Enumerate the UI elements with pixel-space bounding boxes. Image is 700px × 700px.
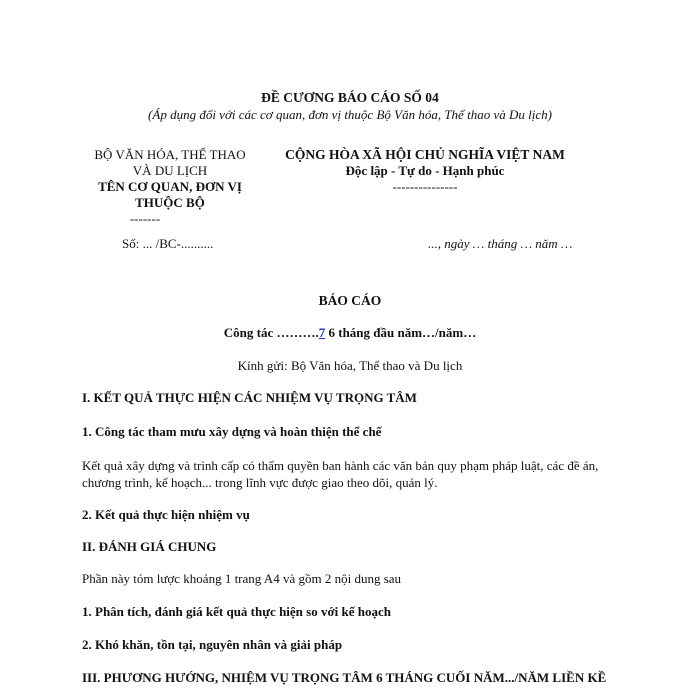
section-2-text: Phần này tóm lược khoảng 1 trang A4 và gồm 2 nội dung sau	[82, 571, 402, 586]
section-2-item-2: 2. Khó khăn, tồn tại, nguyên nhân và giải pháp	[82, 637, 343, 652]
agency-name-line2: THUỘC BỘ	[135, 195, 205, 210]
report-subject-prefix: Công tác ……….	[223, 325, 319, 340]
section-1-item-1-text: Kết quả xây dựng và trình cấp có thẩm quyền ban hành các văn bản quy phạm pháp luật, các đề án, chương trình, kế hoạch... trong lĩnh vực được giao theo dõi, quản lý.	[82, 458, 599, 490]
ministry-name-line2: VÀ DU LỊCH	[132, 163, 208, 178]
document-date: ..., ngày … tháng … năm …	[428, 236, 573, 251]
recipient-line: Kính gửi: Bộ Văn hóa, Thể thao và Du lịch	[237, 358, 463, 373]
footnote-link[interactable]: 7	[318, 325, 326, 340]
report-subject-suffix: 6 tháng đầu năm…/năm…	[325, 325, 477, 340]
report-subject	[0, 325, 700, 341]
section-2-item-1: 1. Phân tích, đánh giá kết quả thực hiện so với kế hoạch	[82, 604, 392, 619]
section-1-item-1: 1. Công tác tham mưu xây dựng và hoàn thiện thể chế	[82, 424, 382, 439]
section-1-item-2: 2. Kết quả thực hiện nhiệm vụ	[82, 507, 250, 522]
document-title: ĐỀ CƯƠNG BÁO CÁO SỐ 04	[261, 90, 439, 105]
right-divider: ---------------	[392, 179, 458, 194]
document-subtitle: (Áp dụng đối với các cơ quan, đơn vị thuộc Bộ Văn hóa, Thể thao và Du lịch)	[148, 107, 552, 122]
section-3-title: III. PHƯƠNG HƯỚNG, NHIỆM VỤ TRỌNG TÂM 6 THÁNG CUỐI NĂM.../NĂM LIỀN KỀ	[82, 670, 607, 685]
left-divider: -------	[129, 211, 161, 226]
country-name: CỘNG HÒA XÃ HỘI CHỦ NGHĨA VIỆT NAM	[285, 147, 565, 162]
section-2-title: II. ĐÁNH GIÁ CHUNG	[82, 539, 217, 554]
national-motto: Độc lập - Tự do - Hạnh phúc	[345, 163, 505, 178]
ministry-name-line1: BỘ VĂN HÓA, THỂ THAO	[94, 147, 246, 162]
agency-name-line1: TÊN CƠ QUAN, ĐƠN VỊ	[98, 179, 242, 194]
document-number: Số: ... /BC-..........	[122, 236, 214, 251]
section-1-title: I. KẾT QUẢ THỰC HIỆN CÁC NHIỆM VỤ TRỌNG TÂM	[82, 390, 417, 405]
report-heading: BÁO CÁO	[318, 293, 382, 308]
